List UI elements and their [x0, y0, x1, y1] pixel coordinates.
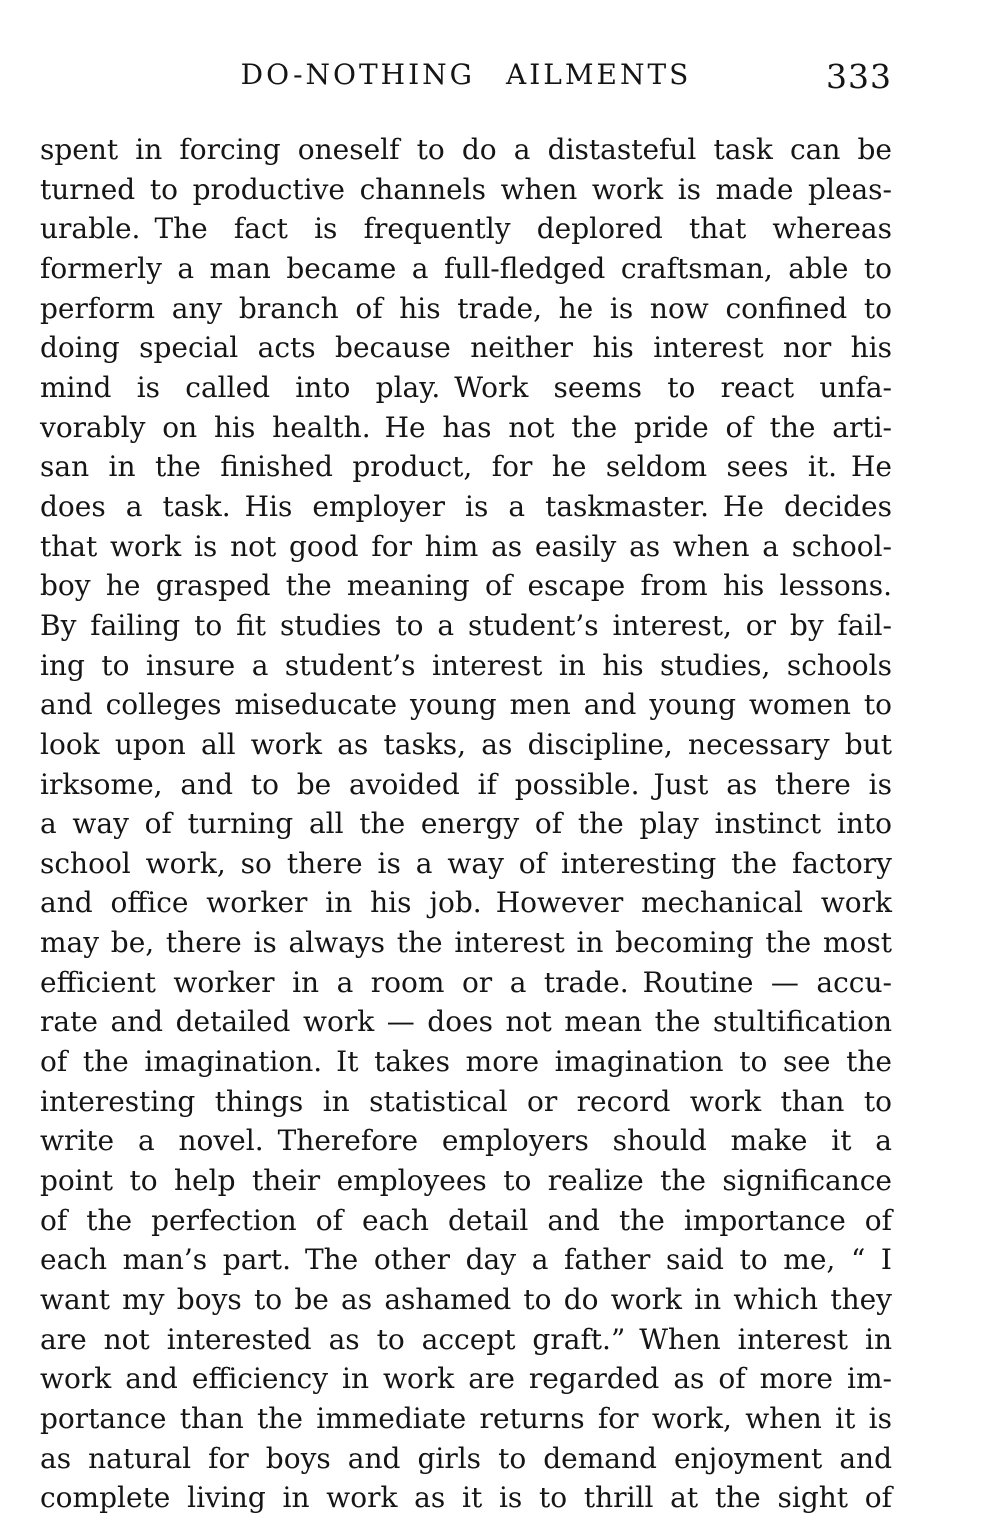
text-line: want my boys to be as ashamed to do work in which they — [40, 1283, 892, 1317]
page-number: 333 — [826, 57, 892, 96]
text-line: may be, there is always the interest in becoming the most — [40, 926, 892, 960]
body-text — [40, 130, 892, 1518]
text-line: irksome, and to be avoided if possible. Just as there is — [40, 767, 892, 801]
text-line: formerly a man became a full-fledged craftsman, able to — [40, 251, 892, 285]
text-line: and office worker in his job. However mechanical work — [40, 886, 892, 920]
text-line: write a novel. Therefore employers should make it a — [40, 1124, 892, 1158]
text-line: rate and detailed work — does not mean the stultification — [40, 1005, 892, 1039]
text-line: ing to insure a student’s interest in his studies, schools — [40, 648, 892, 682]
text-line: portance than the immediate returns for work, when it is — [40, 1402, 892, 1435]
running-header — [40, 54, 892, 106]
text-line: interesting things in statistical or record work than to — [40, 1084, 892, 1118]
text-line: does a task. His employer is a taskmaster. He decides — [40, 489, 892, 523]
text-line: each man’s part. The other day a father said to me, “ I — [40, 1243, 892, 1277]
text-line: school work, so there is a way of interesting the factory — [40, 846, 892, 880]
text-line: point to help their employees to realize the significance — [40, 1164, 892, 1198]
text-line: perform any branch of his trade, he is now confined to — [40, 291, 892, 325]
text-line: doing special acts because neither his interest nor his — [40, 331, 892, 365]
text-line: are not interested as to accept graft.” When interest in — [40, 1322, 892, 1356]
text-line: of the imagination. It takes more imagination to see the — [40, 1045, 892, 1079]
text-line: boy he grasped the meaning of escape from his lessons. — [40, 569, 892, 603]
text-line: as natural for boys and girls to demand enjoyment and — [40, 1441, 892, 1475]
text-line: efficient worker in a room or a trade. Routine — accu- — [40, 965, 892, 999]
text-line: work and efficiency in work are regarded as of more im- — [40, 1362, 892, 1396]
text-line: and colleges miseducate young men and young women to — [40, 688, 892, 722]
text-line: mind is called into play. Work seems to react unfa- — [40, 370, 892, 404]
text-line: spent in forcing oneself to do a distasteful task can be — [40, 133, 892, 166]
text-line: of the perfection of each detail and the importance of — [40, 1203, 892, 1237]
text-line: urable. The fact is frequently deplored that whereas — [40, 212, 892, 246]
text-line: complete living in work as it is to thrill at the sight of — [40, 1481, 892, 1515]
text-line: look upon all work as tasks, as discipline, necessary but — [40, 727, 892, 761]
text-line: san in the finished product, for he seldom sees it. He — [40, 450, 892, 484]
text-line: a way of turning all the energy of the play instinct into — [40, 807, 892, 841]
page-header-title: DO-NOTHING AILMENTS — [240, 58, 692, 91]
text-line: turned to productive channels when work is made pleas- — [40, 172, 892, 206]
text-line: that work is not good for him as easily as when a school- — [40, 529, 892, 563]
text-line: By failing to fit studies to a student’s interest, or by fail- — [40, 608, 892, 642]
text-line: vorably on his health. He has not the pride of the arti- — [40, 410, 892, 444]
